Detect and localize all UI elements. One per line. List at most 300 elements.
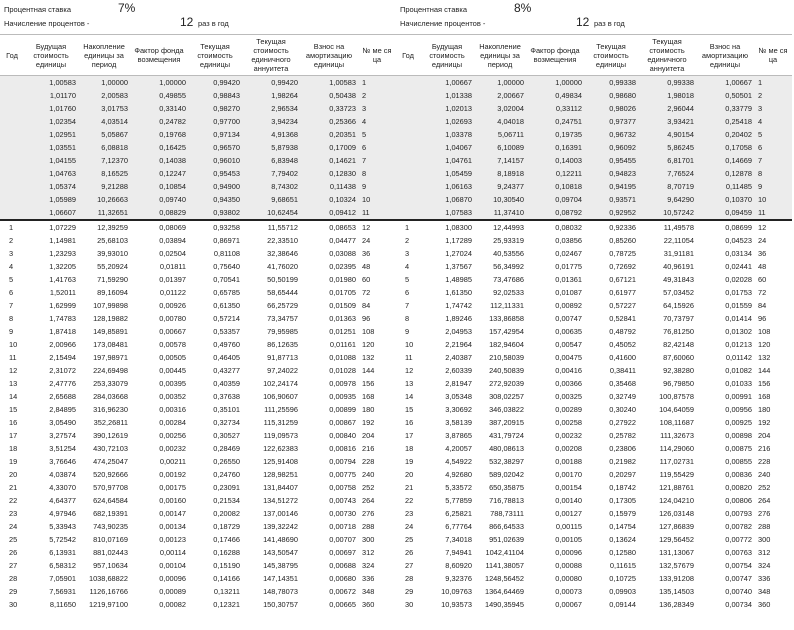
- present-value-cell: 0,95455: [584, 154, 638, 167]
- month-number-cell: 288: [758, 522, 771, 531]
- sinking-fund-cell: 0,00284: [159, 418, 186, 427]
- present-value-cell: 0,17466: [213, 535, 240, 544]
- accumulation-cell: 4,04018: [474, 115, 526, 128]
- accumulation-cell: 12,39259: [78, 220, 130, 234]
- accumulation-cell: 881,02443: [93, 548, 128, 557]
- amortization-cell: 0,00875: [725, 444, 752, 453]
- future-value-cell: 1,01338: [420, 89, 474, 102]
- annuity-pv-cell: 7,76524: [638, 167, 696, 180]
- annuity-pv-cell: 127,86839: [659, 522, 694, 531]
- amortization-cell: 0,00816: [329, 444, 356, 453]
- annuity-pv-cell: 108,11687: [659, 418, 694, 427]
- table-row: [0, 180, 396, 193]
- accumulation-cell: 1219,97100: [88, 600, 128, 609]
- sinking-fund-cell: 0,01811: [159, 262, 186, 271]
- sinking-fund-cell: 0,00154: [555, 483, 582, 492]
- amortization-cell: 0,02441: [725, 262, 752, 271]
- year-cell: 26: [9, 548, 18, 557]
- year-cell: [0, 128, 24, 141]
- accumulation-cell: 474,25047: [93, 457, 128, 466]
- annuity-pv-cell: 150,30757: [263, 600, 298, 609]
- present-value-cell: 0,32734: [213, 418, 240, 427]
- month-number-cell: 24: [758, 236, 767, 245]
- present-value-cell: 0,12580: [609, 548, 636, 557]
- year-cell: [396, 154, 420, 167]
- accumulation-cell: 240,50839: [489, 366, 524, 375]
- future-value-cell: 7,34018: [445, 535, 472, 544]
- year-cell: 29: [405, 587, 414, 596]
- annuity-pv-cell: 8,74302: [242, 180, 300, 193]
- present-value-cell: 0,92336: [584, 220, 638, 234]
- accumulation-cell: 1490,35945: [484, 600, 524, 609]
- table-row: [0, 286, 396, 299]
- month-number-cell: 72: [362, 288, 371, 297]
- amortization-cell: 0,50438: [300, 89, 358, 102]
- accumulation-cell: 284,03668: [93, 392, 128, 401]
- year-cell: 25: [405, 535, 414, 544]
- accumulation-cell: 5,06711: [474, 128, 526, 141]
- sinking-fund-cell: 0,00147: [159, 509, 186, 518]
- month-number-cell: 7: [358, 154, 396, 167]
- sinking-fund-cell: 0,03856: [555, 236, 582, 245]
- annuity-pv-cell: 41,76020: [267, 262, 298, 271]
- rate-value: 7%: [118, 1, 136, 15]
- table-row: [0, 115, 396, 128]
- future-value-cell: 2,21964: [445, 340, 472, 349]
- accumulation-cell: 197,98971: [93, 353, 128, 362]
- sinking-fund-cell: 0,00256: [159, 431, 186, 440]
- sinking-fund-cell: 0,00667: [159, 327, 186, 336]
- future-value-cell: 6,58312: [49, 561, 76, 570]
- accumulation-cell: 589,02042: [489, 470, 524, 479]
- rate-label: Процентная ставка: [400, 5, 468, 14]
- sinking-fund-cell: 0,09704: [526, 193, 584, 206]
- amortization-cell: 0,02028: [725, 275, 752, 284]
- sinking-fund-cell: 0,00192: [159, 470, 186, 479]
- sinking-fund-cell: 0,08792: [526, 206, 584, 220]
- present-value-cell: 0,94195: [584, 180, 638, 193]
- table-row: [0, 193, 396, 206]
- annuity-pv-cell: 11,55712: [242, 220, 300, 234]
- amortization-cell: 0,01705: [329, 288, 356, 297]
- table-row: [396, 167, 792, 180]
- future-value-cell: 2,00966: [49, 340, 76, 349]
- table-row: [396, 559, 792, 572]
- year-cell: 11: [9, 353, 17, 362]
- present-value-cell: 0,61977: [609, 288, 636, 297]
- month-number-cell: 4: [358, 115, 396, 128]
- annuity-pv-cell: 50,50199: [267, 275, 298, 284]
- table-row: [0, 247, 396, 260]
- month-number-cell: 120: [758, 340, 771, 349]
- panel-header: [0, 0, 396, 34]
- month-number-cell: 60: [758, 275, 767, 284]
- table-row: [396, 102, 792, 115]
- amortization-cell: 0,01980: [329, 275, 356, 284]
- month-number-cell: 1: [358, 76, 396, 90]
- accumulation-cell: 788,73111: [490, 509, 524, 518]
- month-number-cell: 300: [362, 535, 375, 544]
- annuity-pv-cell: 87,60060: [663, 353, 694, 362]
- annuity-pv-cell: 11,49578: [638, 220, 696, 234]
- amortization-cell: 0,00747: [725, 574, 752, 583]
- amortization-cell: 0,00754: [725, 561, 752, 570]
- sinking-fund-cell: 0,49855: [130, 89, 188, 102]
- present-value-cell: 0,92952: [584, 206, 638, 220]
- amortization-cell: 0,00688: [329, 561, 356, 570]
- sinking-fund-cell: 1,00000: [130, 76, 188, 90]
- future-value-cell: 5,33943: [49, 522, 76, 531]
- table-row: [396, 325, 792, 338]
- table-row: [0, 429, 396, 442]
- year-cell: 12: [9, 366, 18, 375]
- panel-header: [396, 0, 792, 34]
- annuity-pv-cell: 2,96044: [638, 102, 696, 115]
- accumulation-cell: 6,10089: [474, 141, 526, 154]
- sinking-fund-cell: 0,00096: [555, 548, 582, 557]
- present-value-cell: 0,52841: [609, 314, 636, 323]
- annuity-pv-cell: 3,93421: [638, 115, 696, 128]
- annuity-pv-cell: 57,03452: [663, 288, 694, 297]
- future-value-cell: 1,08300: [420, 220, 474, 234]
- month-number-cell: 300: [758, 535, 771, 544]
- table-row: [0, 351, 396, 364]
- year-cell: [396, 167, 420, 180]
- sinking-fund-cell: 0,14003: [526, 154, 584, 167]
- month-number-cell: 12: [358, 220, 396, 234]
- month-number-cell: 276: [362, 509, 375, 518]
- present-value-cell: 0,57214: [213, 314, 240, 323]
- accumulation-cell: 1141,38057: [485, 561, 524, 570]
- month-number-cell: 264: [362, 496, 375, 505]
- annuity-pv-cell: 64,15926: [663, 301, 694, 310]
- annuity-pv-cell: 126,03148: [659, 509, 694, 518]
- accumulation-cell: 570,97708: [93, 483, 128, 492]
- month-number-cell: 12: [754, 220, 792, 234]
- table-row: [0, 507, 396, 520]
- table-row: [396, 154, 792, 167]
- annuity-pv-cell: 143,50547: [263, 548, 298, 557]
- accumulation-cell: 56,34992: [493, 262, 524, 271]
- accumulation-cell: 1248,56452: [484, 574, 524, 583]
- year-cell: 2: [9, 236, 14, 245]
- present-value-cell: 0,21982: [609, 457, 636, 466]
- sinking-fund-cell: 0,00175: [159, 483, 186, 492]
- amortization-cell: 0,01142: [725, 353, 752, 362]
- year-cell: 27: [405, 561, 414, 570]
- table-row: [0, 154, 396, 167]
- present-value-cell: 0,13211: [213, 587, 240, 596]
- future-value-cell: 1,05374: [24, 180, 78, 193]
- accumulation-cell: 157,42954: [489, 327, 524, 336]
- accumulation-cell: 316,96230: [93, 405, 128, 414]
- accumulation-cell: 716,78813: [489, 496, 524, 505]
- table-row: [396, 377, 792, 390]
- year-cell: [0, 180, 24, 193]
- present-value-cell: 0,65785: [213, 288, 240, 297]
- year-cell: [0, 102, 24, 115]
- amortization-cell: 0,03088: [329, 249, 356, 258]
- accumulation-cell: 89,16094: [97, 288, 128, 297]
- year-cell: 28: [9, 574, 18, 583]
- sinking-fund-cell: 0,00352: [159, 392, 186, 401]
- future-value-cell: 2,47776: [49, 379, 76, 388]
- year-cell: 13: [9, 379, 18, 388]
- table-row: [396, 76, 792, 90]
- table-row: [396, 585, 792, 598]
- annuity-pv-cell: 82,42148: [663, 340, 694, 349]
- table-row: [0, 403, 396, 416]
- accumulation-cell: 8,16525: [78, 167, 130, 180]
- year-cell: [396, 180, 420, 193]
- future-value-cell: 1,23293: [49, 249, 76, 258]
- present-value-cell: 0,30240: [609, 405, 636, 414]
- future-value-cell: 10,09763: [441, 587, 472, 596]
- rate-value: 8%: [514, 1, 532, 15]
- table-row: [0, 455, 396, 468]
- year-cell: 15: [9, 405, 18, 414]
- present-value-cell: 0,21534: [213, 496, 240, 505]
- future-value-cell: 3,51254: [49, 444, 76, 453]
- present-value-cell: 0,20297: [609, 470, 636, 479]
- present-value-cell: 0,17305: [609, 496, 636, 505]
- present-value-cell: 0,96010: [188, 154, 242, 167]
- future-value-cell: 3,05490: [49, 418, 76, 427]
- future-value-cell: 1,27024: [445, 249, 472, 258]
- present-value-cell: 0,32749: [609, 392, 636, 401]
- present-value-cell: 0,23806: [609, 444, 636, 453]
- period-unit: раз в год: [594, 19, 625, 28]
- year-cell: 20: [405, 470, 414, 479]
- amortization-cell: 0,12878: [696, 167, 754, 180]
- present-value-cell: 0,35101: [213, 405, 240, 414]
- annuity-pv-cell: 31,91181: [663, 249, 694, 258]
- annuity-pv-cell: 124,04210: [659, 496, 694, 505]
- table-row: [396, 455, 792, 468]
- table-row: [0, 585, 396, 598]
- year-cell: 29: [9, 587, 18, 596]
- accumulation-cell: 1038,68822: [88, 574, 128, 583]
- future-value-cell: 5,77859: [445, 496, 472, 505]
- amortization-cell: 0,50501: [696, 89, 754, 102]
- amortization-cell: 0,00793: [725, 509, 752, 518]
- sinking-fund-cell: 0,12247: [130, 167, 188, 180]
- year-cell: 22: [9, 496, 18, 505]
- present-value-cell: 0,94823: [584, 167, 638, 180]
- table-row: [396, 520, 792, 533]
- annuity-pv-cell: 114,29060: [659, 444, 694, 453]
- future-value-cell: 1,05459: [420, 167, 474, 180]
- annuity-pv-cell: 40,96191: [663, 262, 694, 271]
- future-value-cell: 2,40387: [445, 353, 472, 362]
- annuity-pv-cell: 145,38795: [263, 561, 298, 570]
- sinking-fund-cell: 0,24751: [526, 115, 584, 128]
- amortization-cell: 0,00898: [725, 431, 752, 440]
- accumulation-cell: 253,33079: [93, 379, 128, 388]
- annuity-pv-cell: 96,79850: [663, 379, 694, 388]
- accumulation-cell: 224,69498: [93, 366, 128, 375]
- year-cell: 16: [9, 418, 18, 427]
- month-number-cell: 156: [758, 379, 771, 388]
- sinking-fund-cell: 0,02467: [555, 249, 582, 258]
- month-number-cell: 132: [362, 353, 375, 362]
- present-value-cell: 0,98026: [584, 102, 638, 115]
- year-cell: 10: [9, 340, 18, 349]
- annuity-pv-cell: 76,81250: [663, 327, 694, 336]
- annuity-pv-cell: 8,70719: [638, 180, 696, 193]
- annuity-pv-cell: 6,81701: [638, 154, 696, 167]
- present-value-cell: 0,96570: [188, 141, 242, 154]
- table-row: [0, 377, 396, 390]
- year-cell: 18: [405, 444, 414, 453]
- amortization-cell: 0,01251: [329, 327, 356, 336]
- month-number-cell: 108: [758, 327, 771, 336]
- annuity-pv-cell: 32,38646: [267, 249, 298, 258]
- amortization-cell: 0,01028: [329, 366, 356, 375]
- accumulation-cell: 308,02257: [489, 392, 524, 401]
- amortization-cell: 0,25418: [696, 115, 754, 128]
- future-value-cell: 4,33070: [49, 483, 76, 492]
- table-row: [0, 128, 396, 141]
- future-value-cell: 1,06870: [420, 193, 474, 206]
- month-number-cell: 216: [362, 444, 375, 453]
- column-header: Накопление единицы за период: [474, 35, 526, 76]
- year-cell: 1: [0, 220, 24, 234]
- annuity-pv-cell: 66,25729: [267, 301, 298, 310]
- present-value-cell: 0,15979: [609, 509, 636, 518]
- annuity-pv-cell: 7,79402: [242, 167, 300, 180]
- annuity-pv-cell: 122,62383: [263, 444, 298, 453]
- present-value-cell: 0,13624: [609, 535, 636, 544]
- annuity-pv-cell: 73,34757: [267, 314, 298, 323]
- accumulation-cell: 39,93010: [97, 249, 128, 258]
- month-number-cell: 156: [362, 379, 375, 388]
- year-cell: 3: [405, 249, 410, 258]
- present-value-cell: 0,93571: [584, 193, 638, 206]
- present-value-cell: 0,40359: [213, 379, 240, 388]
- future-value-cell: 1,89246: [445, 314, 472, 323]
- present-value-cell: 0,28469: [213, 444, 240, 453]
- month-number-cell: 336: [362, 574, 375, 583]
- amortization-cell: 0,33723: [300, 102, 358, 115]
- month-number-cell: 10: [358, 193, 396, 206]
- yearly-rows: [0, 220, 396, 611]
- accumulation-cell: 272,92039: [489, 379, 524, 388]
- year-cell: [0, 115, 24, 128]
- table-row: [0, 494, 396, 507]
- month-number-cell: 252: [758, 483, 771, 492]
- table-row: [396, 206, 792, 220]
- month-number-cell: 84: [758, 301, 767, 310]
- amortization-cell: 0,01509: [329, 301, 356, 310]
- present-value-cell: 0,41600: [609, 353, 636, 362]
- accumulation-cell: 12,44993: [474, 220, 526, 234]
- annuity-pv-cell: 133,91208: [659, 574, 694, 583]
- amortization-cell: 0,00743: [329, 496, 356, 505]
- accumulation-cell: 957,10634: [93, 561, 128, 570]
- annuity-pv-cell: 121,88761: [659, 483, 694, 492]
- month-number-cell: 108: [362, 327, 375, 336]
- amortization-cell: 0,00697: [329, 548, 356, 557]
- amortization-cell: 0,25366: [300, 115, 358, 128]
- accumulation-cell: 810,07169: [93, 535, 128, 544]
- accumulation-cell: 352,26811: [93, 418, 128, 427]
- annuity-pv-cell: 4,91368: [242, 128, 300, 141]
- amortization-cell: 0,17058: [696, 141, 754, 154]
- annuity-pv-cell: 115,31259: [263, 418, 298, 427]
- monthly-rows: [396, 76, 792, 221]
- month-number-cell: 24: [362, 236, 371, 245]
- year-cell: [0, 141, 24, 154]
- table-row: [0, 141, 396, 154]
- sinking-fund-cell: 0,00088: [555, 561, 582, 570]
- year-cell: [0, 167, 24, 180]
- accumulation-cell: 10,26663: [78, 193, 130, 206]
- sinking-fund-cell: 0,00395: [159, 379, 186, 388]
- column-header: Фактор фонда возмещения: [130, 35, 188, 76]
- month-number-cell: 144: [362, 366, 375, 375]
- month-number-cell: 312: [362, 548, 375, 557]
- table-row: [0, 416, 396, 429]
- future-value-cell: 4,20057: [445, 444, 472, 453]
- sinking-fund-cell: 0,00170: [555, 470, 582, 479]
- amortization-cell: 0,14669: [696, 154, 754, 167]
- amortization-cell: 0,00956: [725, 405, 752, 414]
- amortization-cell: 0,03134: [725, 249, 752, 258]
- amortization-cell: 0,00867: [329, 418, 356, 427]
- table-row: [0, 338, 396, 351]
- amortization-cell: 0,01161: [329, 340, 356, 349]
- sinking-fund-cell: 0,00211: [159, 457, 186, 466]
- future-value-cell: 7,94941: [445, 548, 472, 557]
- present-value-cell: 0,95453: [188, 167, 242, 180]
- present-value-cell: 0,99420: [188, 76, 242, 90]
- accumulation-cell: 1,00000: [78, 76, 130, 90]
- amortization-cell: 0,00740: [725, 587, 752, 596]
- amortization-cell: 0,00734: [725, 600, 752, 609]
- month-number-cell: 360: [362, 600, 375, 609]
- accumulation-cell: 25,93319: [493, 236, 524, 245]
- present-value-cell: 0,94900: [188, 180, 242, 193]
- future-value-cell: 1,04761: [420, 154, 474, 167]
- month-number-cell: 312: [758, 548, 771, 557]
- present-value-cell: 0,70541: [213, 275, 240, 284]
- year-cell: [396, 115, 420, 128]
- present-value-cell: 0,85260: [609, 236, 636, 245]
- year-cell: 5: [405, 275, 410, 284]
- table-row: [396, 312, 792, 325]
- table-row: [0, 206, 396, 220]
- table-row: [396, 273, 792, 286]
- sinking-fund-cell: 0,01361: [555, 275, 582, 284]
- table-row: [0, 390, 396, 403]
- annuity-pv-cell: 10,62454: [242, 206, 300, 220]
- future-value-cell: 1,02013: [420, 102, 474, 115]
- month-number-cell: 120: [362, 340, 375, 349]
- accumulation-cell: 11,37410: [474, 206, 526, 220]
- sinking-fund-cell: 0,24782: [130, 115, 188, 128]
- accumulation-cell: 112,11331: [490, 301, 524, 310]
- annuity-pv-cell: 0,99338: [638, 76, 696, 90]
- amortization-cell: 0,08653: [300, 220, 358, 234]
- table-row: [396, 416, 792, 429]
- future-value-cell: 3,58139: [445, 418, 472, 427]
- accumulation-cell: 25,68103: [97, 236, 128, 245]
- amortization-cell: 0,00772: [725, 535, 752, 544]
- amortization-cell: 0,00978: [329, 379, 356, 388]
- column-header: Взнос на амортизацию единицы: [300, 35, 358, 76]
- present-value-cell: 0,14754: [609, 522, 636, 531]
